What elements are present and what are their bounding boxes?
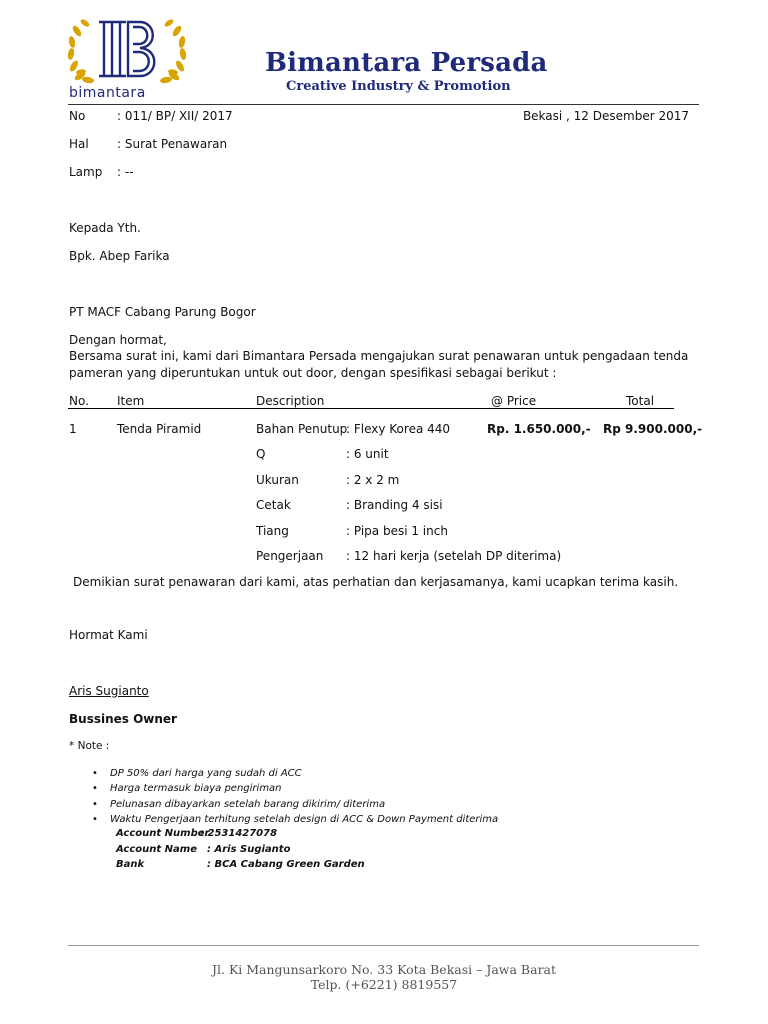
col-header-price: @ Price (491, 394, 537, 408)
recipient-greeting: Kepada Yth. (69, 221, 141, 235)
hal-label: Hal (69, 137, 89, 151)
spec-value: : Pipa besi 1 inch (346, 524, 448, 538)
recipient-name: Bpk. Abep Farika (69, 249, 170, 263)
lamp-label: Lamp (69, 165, 103, 179)
row-price: Rp. 1.650.000,- (487, 422, 591, 436)
col-header-item: Item (117, 394, 145, 408)
account-number-value: : 2531427078 (200, 828, 278, 839)
intro-line-1: Bersama surat ini, kami dari Bimantara Persada mengajukan surat penawaran untuk pengadaan tenda (69, 349, 689, 363)
recipient-company: PT MACF Cabang Parung Bogor (69, 305, 256, 319)
spec-label: Bahan Penutup (256, 422, 348, 436)
no-value: : 011/ BP/ XII/ 2017 (117, 109, 233, 123)
company-tagline: Creative Industry & Promotion (286, 79, 511, 94)
letter-date: Bekasi , 12 Desember 2017 (522, 109, 689, 123)
bullet-icon: • (92, 768, 98, 779)
header-divider (68, 104, 699, 105)
spec-value: : 6 unit (346, 447, 389, 461)
list-item: • Waktu Pengerjaan terhitung setelah design di ACC & Down Payment diterima (110, 812, 498, 827)
spec-label: Pengerjaan (256, 549, 324, 563)
note-label: * Note : (69, 740, 110, 752)
lamp-value: : -- (117, 165, 134, 179)
col-header-description: Description (256, 394, 325, 408)
bank-label: Bank (116, 859, 145, 870)
bullet-icon: • (92, 814, 98, 826)
footer-divider (68, 945, 699, 946)
account-name-label: Account Name (116, 844, 197, 855)
intro-line-2: pameran yang diperuntukan untuk out door, dengan spesifikasi sebagai berikut : (69, 366, 557, 380)
spec-label: Tiang (256, 524, 289, 538)
laurel-logo-icon (66, 14, 188, 92)
no-label: No (69, 109, 86, 123)
spec-value: : 2 x 2 m (346, 473, 400, 487)
logo-wordmark: bimantara (69, 85, 146, 101)
closing-paragraph: Demikian surat penawaran dari kami, atas perhatian dan kerjasamanya, kami ucapkan terima kasih. (73, 575, 679, 589)
signer-name: Aris Sugianto (69, 684, 149, 698)
bank-value: : BCA Cabang Green Garden (207, 859, 365, 870)
footer-address: Jl. Ki Mangunsarkoro No. 33 Kota Bekasi – Jawa Barat (211, 962, 557, 977)
notes-list (92, 766, 499, 828)
bullet-icon: • (92, 783, 98, 795)
signer-title: Bussines Owner (69, 712, 177, 726)
account-name-value: : Aris Sugianto (207, 844, 291, 855)
bullet-icon: • (92, 798, 98, 810)
company-name: Bimantara Persada (265, 48, 548, 78)
col-header-no: No. (69, 394, 89, 408)
row-no: 1 (69, 422, 77, 436)
list-item: • DP 50% dari harga yang sudah di ACC (110, 766, 498, 781)
signature-salutation: Hormat Kami (69, 628, 148, 642)
spec-label: Q (256, 447, 266, 461)
spec-value: : Branding 4 sisi (346, 498, 443, 512)
account-number-label: Account Number (116, 828, 210, 839)
table-header-rule (68, 408, 674, 409)
spec-label: Cetak (256, 498, 291, 512)
footer-phone: Telp. (+6221) 8819557 (310, 977, 458, 992)
spec-label: Ukuran (256, 473, 299, 487)
list-item: • Pelunasan dibayarkan setelah barang dikirim/ diterima (110, 797, 498, 812)
salutation: Dengan hormat, (69, 333, 167, 347)
list-item: • Harga termasuk biaya pengiriman (110, 781, 498, 796)
row-total: Rp 9.900.000,- (603, 422, 703, 436)
hal-value: : Surat Penawaran (117, 137, 228, 151)
row-item: Tenda Piramid (117, 422, 202, 436)
col-header-total: Total (626, 394, 655, 408)
spec-value: : Flexy Korea 440 (346, 422, 451, 436)
spec-value: : 12 hari kerja (setelah DP diterima) (346, 549, 562, 563)
